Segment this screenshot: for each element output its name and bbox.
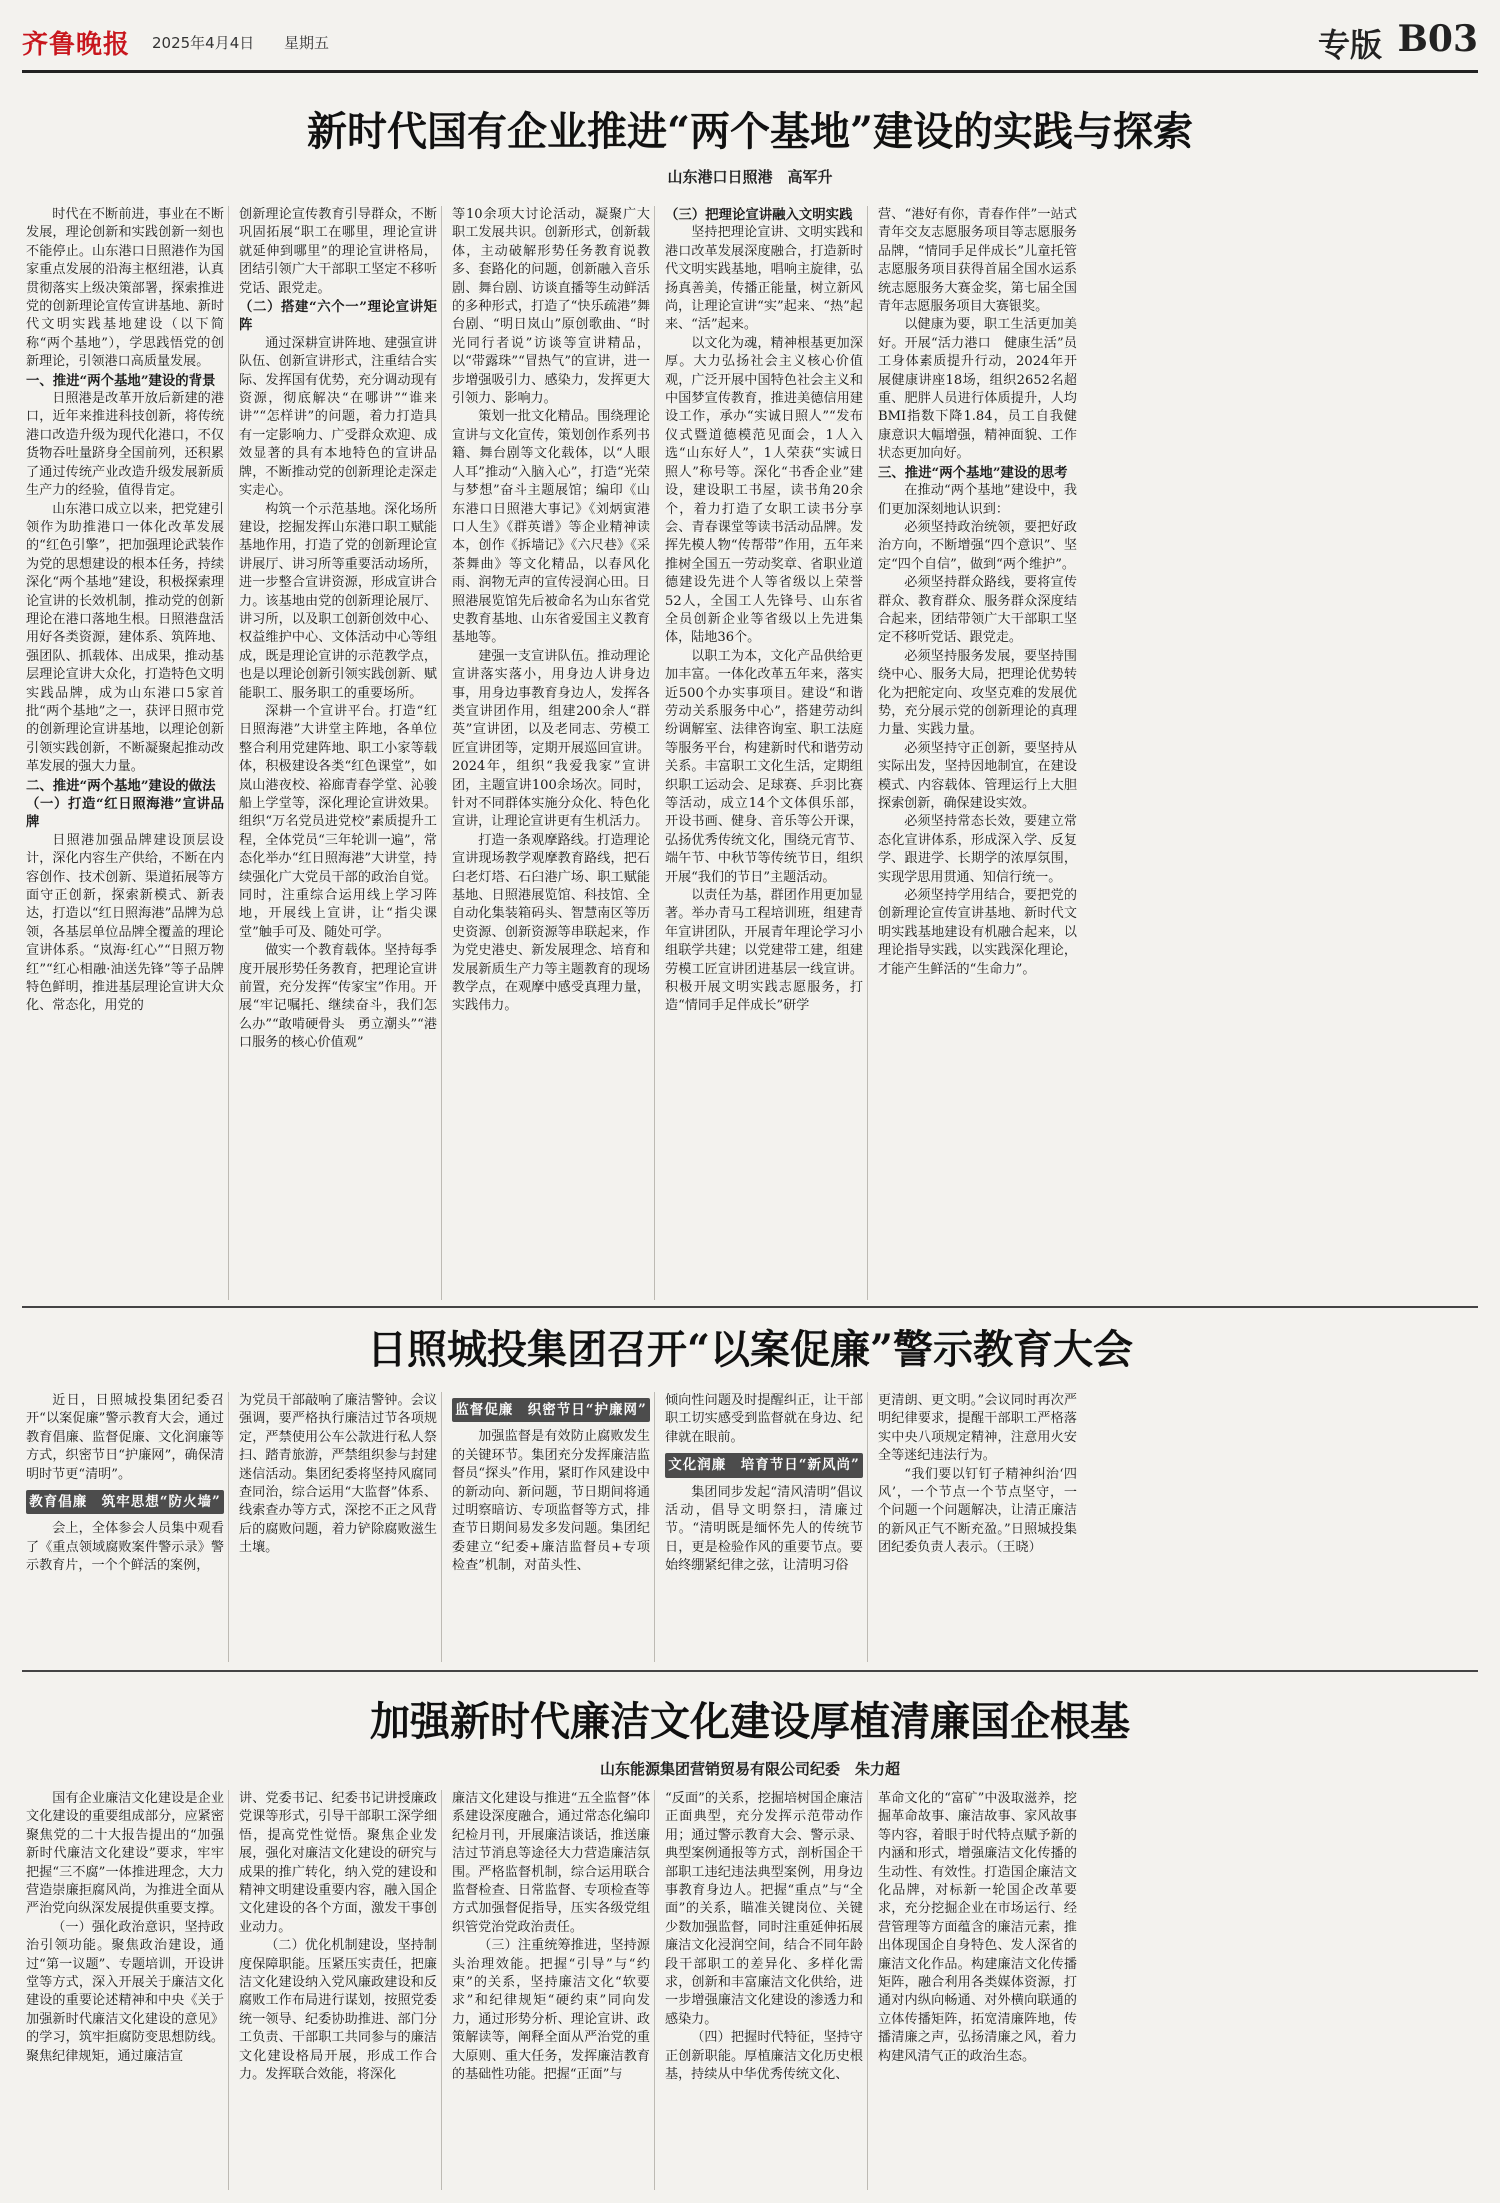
section-heading: 三、推进“两个基地”建设的思考 — [878, 464, 1068, 481]
subheading-banner: 文化润廉 培育节日“新风尚” — [665, 1453, 863, 1477]
paragraph: “反面”的关系，挖掘培树国企廉洁正面典型，充分发挥示范带动作用；通过警示教育大会、警示录、典型案例通报等方式，剖析国企干部职工违纪违法典型案例，用身边事教育身边人。把握“重点”与“全面”的关系，瞄准关键岗位、关键少数加强监督，同时注重延伸拓展廉洁文化浸润空间，结合不同年龄段干部职工的差异化、多样化需求，创新和丰富廉洁文化供给，进一步增强廉洁文化建设的渗透力和感染力。 — [665, 1791, 863, 2027]
section-heading: （一）打造“红日照海港”宣讲品牌 — [26, 796, 224, 831]
article1-column — [235, 206, 442, 1300]
article1-byline: 山东港口日照港 高军升 — [667, 168, 833, 186]
paragraph: 革命文化的“富矿”中汲取滋养，挖掘革命故事、廉洁故事、家风故事等内容，着眼于时代特点赋予新的内涵和形式，增强廉洁文化传播的生动性、有效性。打造国企廉洁文化品牌，对标新一轮国企改革要求，充分挖掘企业在市场运行、经营管理等方面蕴含的廉洁元素，推出体现国企自身特色、发人深省的廉洁文化作品。构建廉洁文化传播矩阵，融合利用各类媒体资源，打通对内纵向畅通、对外横向联通的立体传播矩阵，拓宽清廉阵地，传播清廉之声，弘扬清廉之风，着力构建风清气正的政治生态。 — [878, 1791, 1077, 2064]
paragraph: 以职工为本，文化产品供给更加丰富。一体化改革五年来，落实近500个办实事项目。建设“和谐劳动关系服务中心”，搭建劳动纠纷调解室、法律咨询室、职工法庭等服务平台，构建新时代和谐劳动关系。丰富职工文化生活，定期组织职工运动会、足球赛、乒羽比赛等活动，成立14个文体俱乐部，开设书画、健身、音乐等公开课，弘扬优秀传统文化，围绕元宵节、端午节、中秋节等传统节日，组织开展“我们的节日”主题活动。 — [665, 648, 863, 885]
article3-title: 加强新时代廉洁文化建设厚植清廉国企根基 — [370, 1698, 1130, 1745]
paragraph: 在推动“两个基地”建设中，我们更加深刻地认识到： — [878, 483, 1077, 517]
article1-body — [22, 206, 1478, 1300]
paragraph: 讲、党委书记、纪委书记讲授廉政党课等形式，引导干部职工深学细悟，提高党性觉悟。聚焦企业发展，强化对廉洁文化建设的研究与成果的推广转化，纳入党的建设和精神文明建设重要内容，融入国企文化建设的各个方面，激发干事创业动力。 — [239, 1791, 437, 1935]
paragraph: 山东港口成立以来，把党建引领作为助推港口一体化改革发展的“红色引擎”，把加强理论武装作为党的思想建设的根本任务，持续深化“两个基地”建设，积极探索理论宣讲的长效机制，推动党的创新理论在港口落地生根。日照港盘活用好各类资源，建体系、筑阵地、强团队、抓载体、出成果，推动基层理论宣讲大众化，打造特色文明实践品牌，成为山东港口5家首批“两个基地”之一，获评日照市党的创新理论宣讲基地，以理论创新引领实践创新，不断凝聚起推动改革发展的强大力量。 — [26, 501, 224, 775]
paragraph: 通过深耕宣讲阵地、建强宣讲队伍、创新宣讲形式，注重结合实际、发挥国有优势，充分调动现有资源，彻底解决“在哪讲”“谁来讲”“怎样讲”的问题，着力打造具有一定影响力、广受群众欢迎、成效显著的具有本地特色的宣讲品牌，不断推动党的创新理论走深走实走心。 — [239, 335, 437, 499]
section-name: 专版 — [1317, 26, 1382, 64]
article2-title: 日照城投集团召开“以案促廉”警示教育大会 — [366, 1326, 1133, 1373]
paragraph: 创新理论宣传教育引导群众，不断巩固拓展“职工在哪里，理论宣讲就延伸到哪里”的理论宣讲格局，团结引领广大干部职工坚定不移听党话、跟党走。 — [239, 207, 437, 296]
paragraph: 日照港是改革开放后新建的港口，近年来推进科技创新，将传统港口改造升级为现代化港口，不仅货物吞吐量跻身全国前列，还积累了通过传统产业改造升级发展新质生产力的经验，值得肯定。 — [26, 391, 224, 499]
section-heading: 一、推进“两个基地”建设的背景 — [26, 372, 216, 389]
paragraph: 营、“港好有你，青春作伴”一站式青年交友志愿服务项目等志愿服务品牌，“情同手足伴成长”儿童托管志愿服务项目获得首届全国水运系统志愿服务大赛金奖，第七届全国青年志愿服务项目大赛银奖。 — [878, 207, 1077, 315]
section-heading: （二）搭建“六个一”理论宣讲矩阵 — [239, 299, 437, 334]
article1-column — [22, 206, 229, 1300]
article2-column — [235, 1392, 442, 1662]
article1-title: 新时代国有企业推进“两个基地”建设的实践与探索 — [306, 108, 1193, 155]
article1-column — [874, 206, 1081, 1300]
paragraph: （四）把握时代特征，坚持守正创新职能。厚植廉洁文化历史根基，持续从中华优秀传统文化、 — [665, 2030, 863, 2083]
article2-column — [874, 1392, 1081, 1662]
article1-column — [448, 206, 655, 1300]
subheading-banner: 教育倡廉 筑牢思想“防火墙” — [26, 1490, 224, 1514]
divider — [22, 1306, 1478, 1308]
paragraph: 日照港加强品牌建设顶层设计，深化内容生产供给，不断在内容创作、技术创新、渠道拓展等方面守正创新，探索新模式、新表达，打造以“红日照海港”品牌为总领，各基层单位品牌全覆盖的理论宣讲体系。“岚海·红心”“日照万物红”“红心相融·油送先锋”等子品牌特色鲜明，推进基层理论宣讲大众化、常态化，用党的 — [26, 832, 224, 1014]
article1-column — [661, 206, 868, 1300]
paragraph: 加强监督是有效防止腐败发生的关键环节。集团充分发挥廉洁监督员“探头”作用，紧盯作风建设中的新动向、新问题，节日期间将通过明察暗访、专项监督等方式，排查节日期间易发多发问题。集团纪委建立“纪委+廉洁监督员+专项检查”机制，对苗头性、 — [452, 1429, 650, 1574]
masthead — [22, 10, 1478, 64]
issue-date: 2025年4月4日 — [152, 34, 255, 52]
paragraph: 会上，全体参会人员集中观看了《重点领域腐败案件警示录》警示教育片，一个个鲜活的案例， — [26, 1521, 224, 1574]
paragraph: 深耕一个宣讲平台。打造“红日照海港”大讲堂主阵地，各单位整合利用党建阵地、职工小家等载体，积极建设各类“红色课堂”，如岚山港夜校、裕廊青春学堂、沁骏船上学堂等，深化理论宣讲效果。组织“万名党员进党校”素质提升工程，全体党员“三年轮训一遍”，常态化举办“红日照海港”大讲堂，持续强化广大党员干部的政治自觉。同时，注重综合运用线上学习阵地，开展线上宣讲，让“指尖课堂”触手可及、随处可学。 — [239, 703, 437, 940]
paragraph: “我们要以钉钉子精神纠治‘四风’，一个节点一个节点坚守，一个问题一个问题解决，让清正廉洁的新风正气不断充盈。”日照城投集团纪委负责人表示。（王晓） — [878, 1466, 1077, 1556]
paragraph: 集团同步发起“清风清明”倡议活动，倡导文明祭扫，清廉过节。“清明既是缅怀先人的传统节日，更是检验作风的重要节点。要始终绷紧纪律之弦，让清明习俗 — [665, 1484, 863, 1574]
paragraph: 以责任为基，群团作用更加显著。举办青马工程培训班，组建青年宣讲团队，开展青年理论学习小组联学共建；以党建带工建，组建劳模工匠宣讲团进基层一线宣讲。积极开展文明实践志愿服务，打造“情同手足伴成长”研学 — [665, 888, 863, 1014]
paragraph: 构筑一个示范基地。深化场所建设，挖掘发挥山东港口职工赋能基地作用，打造了党的创新理论宣讲展厅、讲习所等重要活动场所，进一步整合宣讲资源，形成宣讲合力。该基地由党的创新理论展厅、讲习所，以及职工创新创效中心、权益维护中心、文体活动中心等组成，既是理论宣讲的示范教学点，也是以理论创新引领实践创新、赋能职工、服务职工的重要场所。 — [239, 501, 437, 701]
article2-column — [448, 1392, 655, 1662]
paragraph: 必须坚持守正创新，要坚持从实际出发，坚持因地制宜，在建设模式、内容载体、管理运行上大胆探索创新，确保建设实效。 — [878, 740, 1077, 811]
paragraph: 做实一个教育载体。坚持每季度开展形势任务教育，把理论宣讲前置，充分发挥“传家宝”作用。开展“牢记嘱托、继续奋斗，我们怎么办”“敢啃硬骨头 勇立潮头”“港口服务的核心价值观” — [239, 943, 437, 1051]
paragraph: 以健康为要，职工生活更加美好。开展“活力港口 健康生活”员工身体素质提升行动，2024年开展健康讲座18场，组织2652名超重、肥胖人员进行体质提升，人均BMI指数下降1.84，员工自我健康意识大幅增强，精神面貌、工作状态更加向好。 — [878, 317, 1077, 462]
page-number: B03 — [1397, 18, 1478, 60]
article2-column — [22, 1392, 229, 1662]
paragraph: 必须坚持群众路线，要将宣传群众、教育群众、服务群众深度结合起来，团结带领广大干部职工坚定不移听党话、跟党走。 — [878, 575, 1077, 646]
article3-column — [448, 1790, 655, 2190]
article3-byline: 山东能源集团营销贸易有限公司纪委 朱力超 — [599, 1760, 900, 1778]
subheading-banner: 监督促廉 织密节日“护廉网” — [452, 1398, 650, 1422]
paragraph: 倾向性问题及时提醒纠正，让干部职工切实感受到监督就在身边、纪律就在眼前。 — [665, 1393, 863, 1445]
divider — [22, 1670, 1478, 1672]
section-heading: （三）把理论宣讲融入文明实践 — [665, 207, 853, 223]
paragraph: 必须坚持学用结合，要把党的创新理论宣传宣讲基地、新时代文明实践基地建设有机融合起来，以理论指导实践，以实践深化理论，才能产生鲜活的“生命力”。 — [878, 888, 1077, 977]
paragraph: 策划一批文化精品。围绕理论宣讲与文化宣传，策划创作系列书籍、舞台剧等文化载体，以“人眼人耳”推动“入脑入心”，打造“光荣与梦想”奋斗主题展馆；编印《山东港口日照港大事记》《刘炳寅港口人生》《群英谱》等企业精神读本，创作《拆墙记》《六尺巷》《采茶舞曲》等文化精品，以春风化雨、润物无声的宣传浸润心田。日照港展览馆先后被命名为山东省党史教育基地、山东省爱国主义教育基地等。 — [452, 409, 650, 646]
issue-weekday: 星期五 — [284, 34, 330, 52]
paragraph: 必须坚持服务发展，要坚持围绕中心、服务大局，把理论优势转化为把舵定向、攻坚克难的发展优势，充分展示党的创新理论的真理力量、实践力量。 — [878, 648, 1077, 738]
paragraph: （三）注重统筹推进，坚持源头治理效能。把握“引导”与“约束”的关系，坚持廉洁文化“软要求”和纪律规矩“硬约束”同向发力，通过形势分析、理论宣讲、政策解读等，阐释全面从严治党的重大原则、重大任务，发挥廉洁教育的基础性功能。把握“正面”与 — [452, 1938, 650, 2083]
paragraph: 近日，日照城投集团纪委召开“以案促廉”警示教育大会，通过教育倡廉、监督促廉、文化润廉等方式，织密节日“护廉网”，确保清明时节更“清明”。 — [26, 1393, 224, 1482]
newspaper-logo: 齐鲁晚报 — [22, 30, 131, 60]
paragraph: 更清朗、更文明。”会议同时再次严明纪律要求，提醒干部职工严格落实中央八项规定精神，注意用火安全等迷纪违法行为。 — [878, 1393, 1077, 1464]
paragraph: 打造一条观摩路线。打造理论宣讲现场教学观摩教育路线，把石臼老灯塔、石臼港广场、职工赋能基地、日照港展览馆、科技馆、全自动化集装箱码头、智慧南区等历史资源、创新资源等串联起来，作为党史港史、新发展理念、培育和发展新质生产力等主题教育的现场教学点，在观摩中感受真理力量，实践伟力。 — [452, 832, 650, 1014]
paragraph: 为党员干部敲响了廉洁警钟。会议强调，要严格执行廉洁过节各项规定，严禁使用公车公款进行私人祭扫、踏青旅游，严禁组织参与封建迷信活动。集团纪委将坚持风腐同查同治，综合运用“大监督”体系、线索查办等方式，深挖不正之风背后的腐败问题，着力铲除腐败滋生土壤。 — [239, 1393, 437, 1556]
article2-body — [22, 1392, 1478, 1662]
paragraph: 以文化为魂，精神根基更加深厚。大力弘扬社会主义核心价值观，广泛开展中国特色社会主义和中国梦宣传教育，推进美德信用建设工作，承办“实诚日照人”“发布仪式暨道德模范见面会，1人入选“山东好人”，1人荣获“实诚日照人”称号等。深化“书香企业”建设，建设职工书屋，读书角20余个，着力打造了女职工读书分享会、青春课堂等读书活动品牌。发挥先模人物“传帮带”作用，五年来推树全国五一劳动奖章、省职业道德建设先进个人等省级以上荣誉52人，全国工人先锋号、山东省全员创新企业等省级以上先进集体，陆地36个。 — [665, 335, 863, 646]
article3-column — [874, 1790, 1081, 2190]
paragraph: 国有企业廉洁文化建设是企业文化建设的重要组成部分，应紧密聚焦党的二十大报告提出的“加强新时代廉洁文化建设”要求，牢牢把握“三不腐”一体推进理念，大力营造崇廉拒腐风尚，为推进全面从严治党向纵深发展提供重要支撑。 — [26, 1791, 224, 1917]
paragraph: 必须坚持常态长效，要建立常态化宣讲体系，形成深入学、反复学、跟进学、长期学的浓厚氛围，实现学思用贯通、知信行统一。 — [878, 814, 1077, 885]
paragraph: 建强一支宣讲队伍。推动理论宣讲落实落小，用身边人讲身边事，用身边事教育身边人，发挥各类宣讲团作用，组建200余人“群英”宣讲团，以及老同志、劳模工匠宣讲团等，定期开展巡回宣讲。2024年，组织“我爱我家”宣讲团，主题宣讲100余场次。同时，针对不同群体实施分众化、特色化宣讲，让理论宣讲更有生机活力。 — [452, 648, 650, 830]
paragraph: （一）强化政治意识，坚持政治引领功能。聚焦政治建设，通过“第一议题”、专题培训，开设讲堂等方式，深入开展关于廉洁文化建设的重要论述精神和中央《关于加强新时代廉洁文化建设的意见》的学习，筑牢拒腐防变思想防线。聚焦纪律规矩，通过廉洁宣 — [26, 1919, 224, 2064]
paragraph: 必须坚持政治统领，要把好政治方向，不断增强“四个意识”、坚定“四个自信”，做到“两个维护”。 — [878, 519, 1077, 572]
article3-body — [22, 1790, 1478, 2190]
paragraph: 等10余项大讨论活动，凝聚广大职工发展共识。创新形式，创新载体，主动破解形势任务教育说教多、套路化的问题，创新融入音乐剧、舞台剧、访谈直播等生动鲜活的多种形式，打造了“快乐疏港”舞台剧、“明日岚山”原创歌曲、“时光同行者说”访谈等宣讲精品，以“带露珠”“冒热气”的宣讲，进一步增强吸引力、感染力，发挥更大引领力、影响力。 — [452, 207, 650, 407]
section-heading: 二、推进“两个基地”建设的做法 — [26, 777, 216, 794]
article2-column — [661, 1392, 868, 1662]
article3-column — [661, 1790, 868, 2190]
article3-column — [235, 1790, 442, 2190]
paragraph: 时代在不断前进，事业在不断发展，理论创新和实践创新一刻也不能停止。山东港口日照港作为国家重点发展的沿海主枢纽港，认真贯彻落实上级决策部署，探索推进党的创新理论宣传宣讲基地、新时代文明实践基地建设（以下简称“两个基地”），学思践悟党的创新理论，引领港口高质量发展。 — [26, 207, 224, 370]
masthead-rule — [22, 70, 1478, 73]
paragraph: 坚持把理论宣讲、文明实践和港口改革发展深度融合，打造新时代文明实践基地，唱响主旋律，弘扬真善美，传播正能量，树立新风尚，让理论宣讲“实”起来、“热”起来、“活”起来。 — [665, 225, 863, 333]
paragraph: 廉洁文化建设与推进“五全监督”体系建设深度融合，通过常态化编印纪检月刊，开展廉洁谈话，推送廉洁过节消息等途径大力营造廉洁氛围。严格监督机制，综合运用联合监督检查、日常监督、专项检查等方式加强督促指导，压实各级党组织管党治党政治责任。 — [452, 1791, 650, 1935]
article3-column — [22, 1790, 229, 2190]
paragraph: （二）优化机制建设，坚持制度保障职能。压紧压实责任，把廉洁文化建设纳入党风廉政建设和反腐败工作布局进行谋划，按照党委统一领导、纪委协助推进、部门分工负责、干部职工共同参与的廉洁文化建设格局开展，形成工作合力。发挥联合效能，将深化 — [239, 1938, 437, 2083]
